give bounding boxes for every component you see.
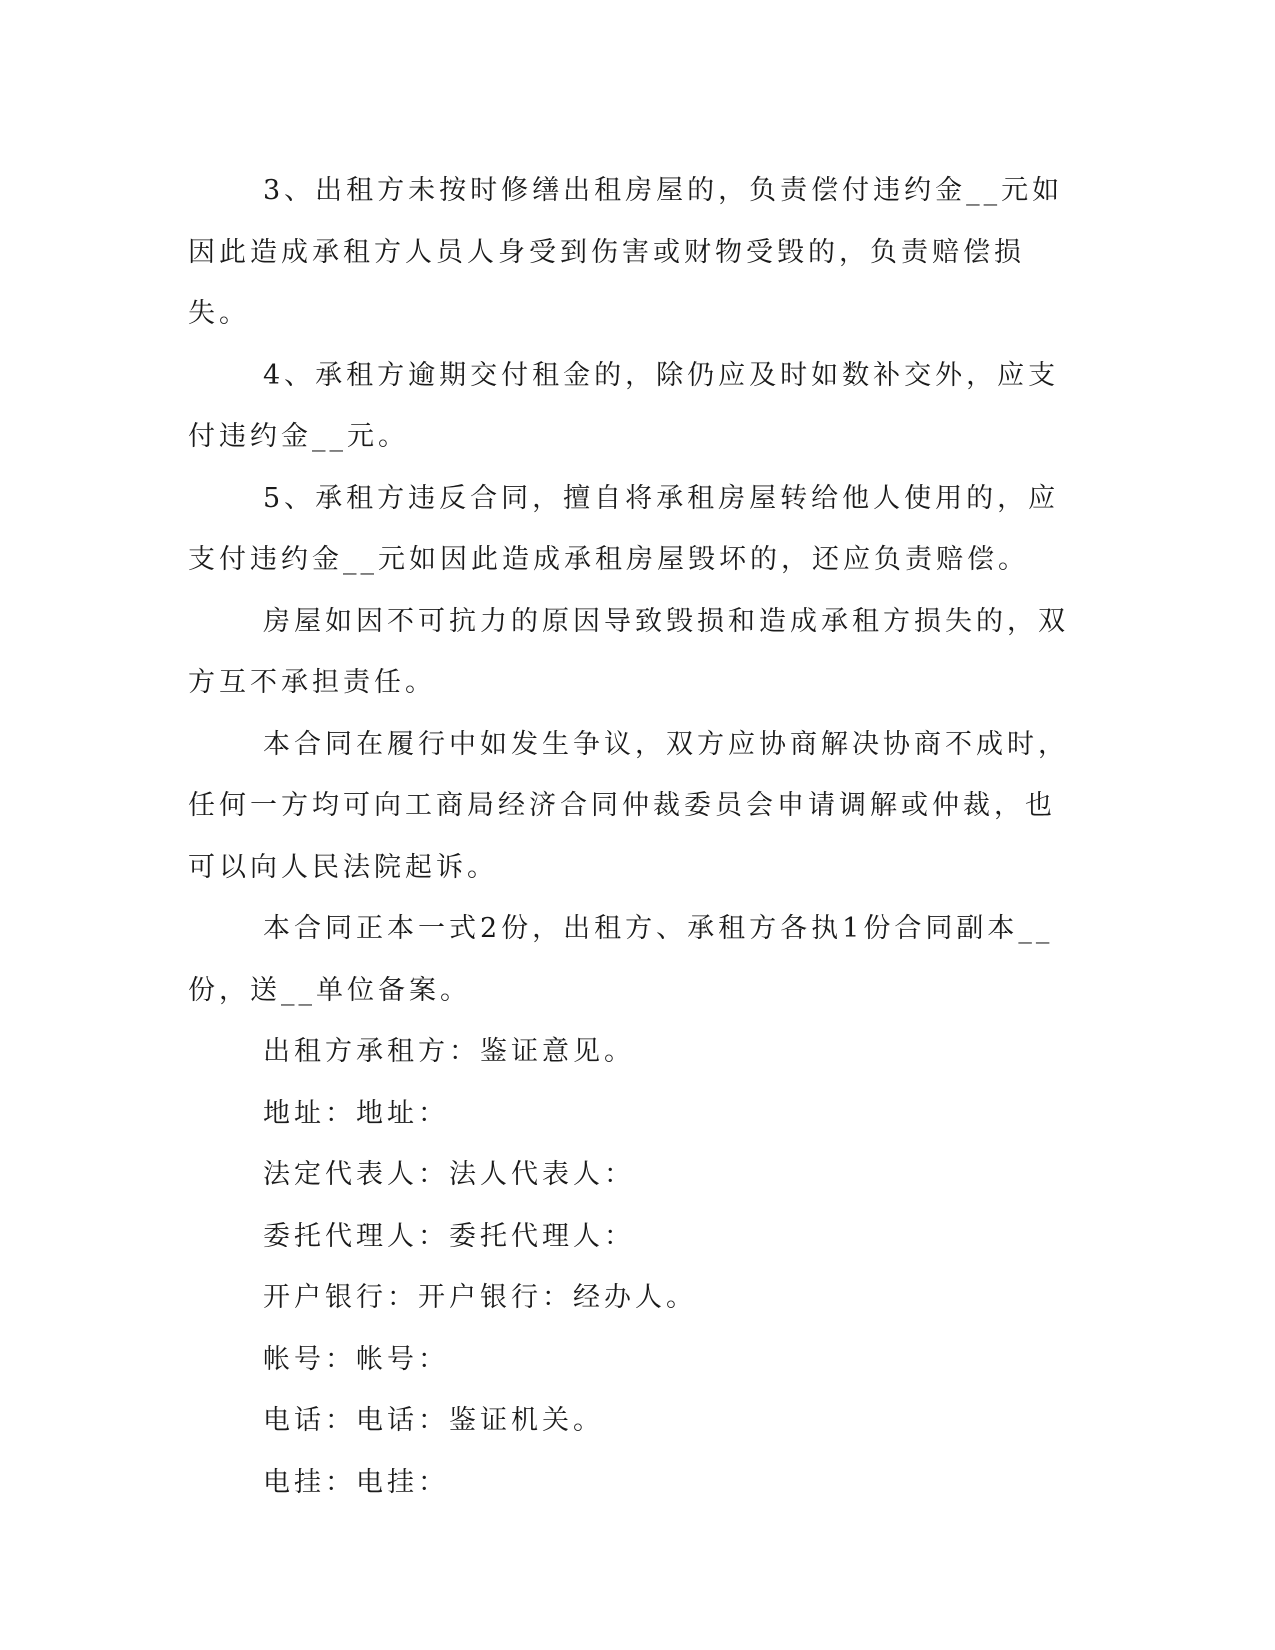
- copies-clause: 本合同正本一式2份，出租方、承租方各执1份合同副本__份，送__单位备案。: [188, 913, 1054, 1006]
- contract-body: [188, 160, 1078, 1513]
- force-majeure-clause: 房屋如因不可抗力的原因导致毁损和造成承租方损失的，双方互不承担责任。: [188, 605, 1069, 698]
- signature-legal-rep-line: 法定代表人：法人代表人：: [263, 1159, 635, 1190]
- dispute-resolution-clause: 本合同在履行中如发生争议，双方应协商解决协商不成时，任何一方均可向工商局经济合同仲裁委员会申请调解或仲裁，也可以向人民法院起诉。: [188, 728, 1069, 883]
- signature-account-line: 帐号：帐号：: [263, 1343, 449, 1375]
- signature-parties-line: 出租方承租方：鉴证意见。: [263, 1036, 635, 1067]
- clause-5-sublet: 5、承租方违反合同，擅自将承租房屋转给他人使用的，应支付违约金__元如因此造成承租房屋毁坏的，还应负责赔偿。: [188, 482, 1060, 575]
- clause-3-breach-repair: 3、出租方未按时修缮出租房屋的，负责偿付违约金__元如因此造成承租方人员人身受到伤害或财物受毁的，负责赔偿损失。: [188, 175, 1064, 329]
- signature-telegraph-line: 电挂：电挂：: [263, 1466, 449, 1498]
- clause-4-late-rent: 4、承租方逾期交付租金的，除仍应及时如数补交外，应支付违约金__元。: [188, 359, 1060, 452]
- signature-bank-line: 开户银行：开户银行：经办人。: [263, 1282, 697, 1313]
- signature-agent-line: 委托代理人：委托代理人：: [263, 1220, 635, 1252]
- signature-address-line: 地址：地址：: [263, 1097, 449, 1129]
- signature-phone-line: 电话：电话：鉴证机关。: [263, 1405, 604, 1436]
